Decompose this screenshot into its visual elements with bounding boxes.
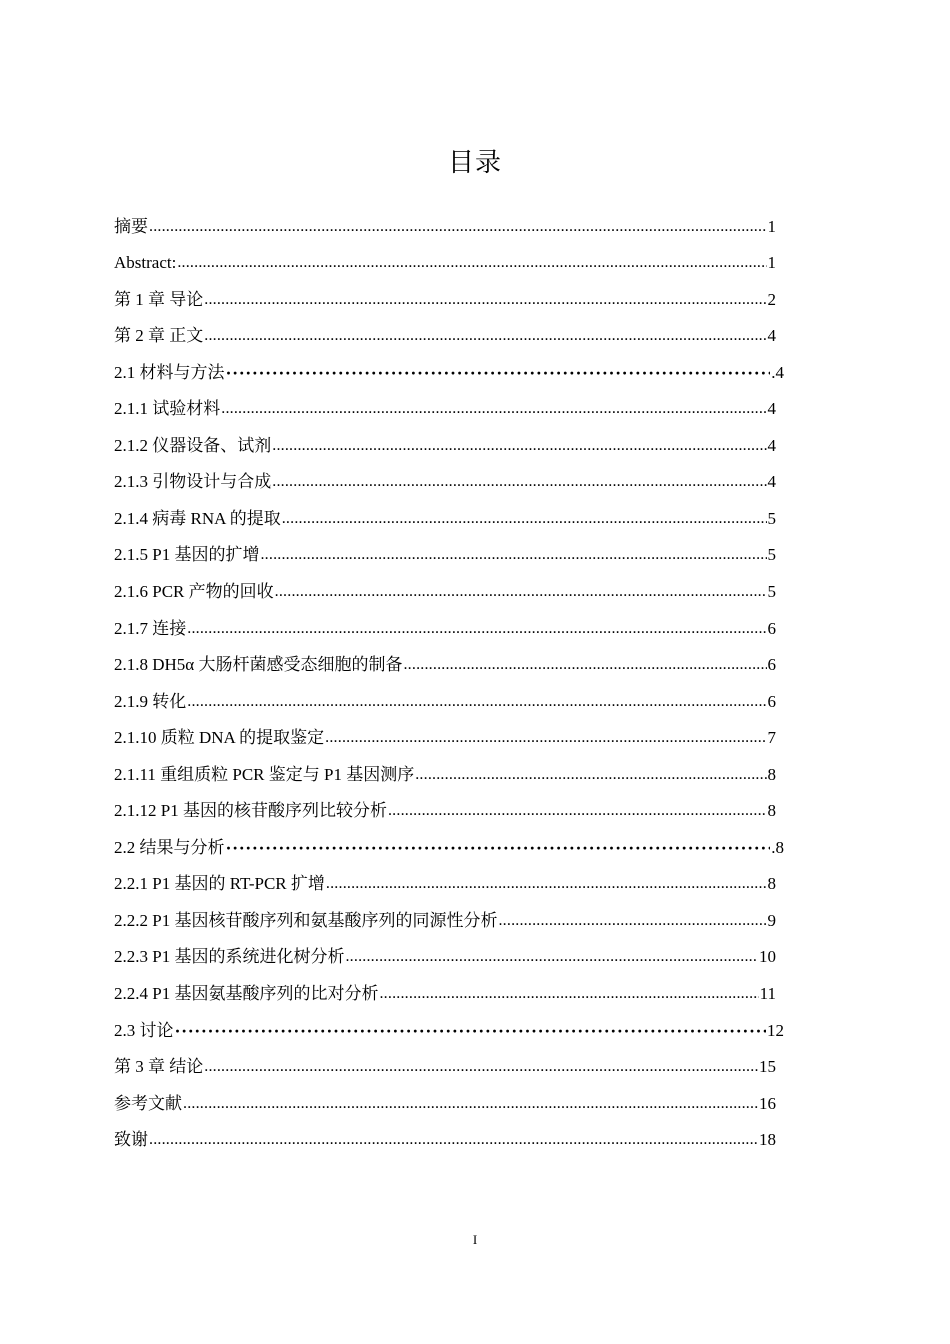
toc-entry-label: 第 3 章 结论 <box>114 1057 204 1077</box>
toc-entry-page: 11 <box>759 984 776 1004</box>
toc-entry-page: 4 <box>767 435 776 455</box>
toc-entry-label: 2.1.10 质粒 DNA 的提取鉴定 <box>114 728 325 748</box>
toc-entry-label: Abstract: <box>114 253 177 273</box>
toc-entry-page: 1 <box>767 216 776 236</box>
toc-dot-leader <box>204 282 766 318</box>
toc-dot-leader <box>275 574 767 610</box>
toc-entry-page: 16 <box>759 1093 776 1113</box>
toc-entry-page: 5 <box>767 582 776 602</box>
toc-entry-acknowledgements[interactable] <box>114 1122 776 1159</box>
toc-entry-chapter-3[interactable] <box>114 1049 776 1086</box>
toc-entry-abstract-cn[interactable] <box>114 208 776 245</box>
toc-dot-leader <box>272 464 766 500</box>
toc-entry-2-1[interactable] <box>114 354 784 391</box>
toc-entry-2-1-2[interactable] <box>114 427 776 464</box>
toc-entry-2-1-4[interactable] <box>114 500 776 537</box>
toc-dot-leader <box>204 318 766 354</box>
toc-entry-label: 2.2.4 P1 基因氨基酸序列的比对分析 <box>114 984 379 1004</box>
toc-entry-2-1-9[interactable] <box>114 683 776 720</box>
toc-entry-label: 2.3 讨论 <box>114 1020 174 1040</box>
toc-dot-leader <box>149 1122 758 1158</box>
toc-entry-label: 2.1.11 重组质粒 PCR 鉴定与 P1 基因测序 <box>114 764 415 784</box>
table-of-contents <box>114 208 784 1158</box>
toc-entry-2-1-6[interactable] <box>114 573 776 610</box>
toc-entry-page: 10 <box>759 947 776 967</box>
toc-dot-leader <box>187 684 766 720</box>
toc-dot-leader <box>183 1086 758 1122</box>
toc-entry-2-1-12[interactable] <box>114 793 776 830</box>
toc-entry-page: .8 <box>771 837 784 857</box>
toc-dot-leader <box>226 355 771 391</box>
toc-entry-page: .4 <box>771 362 784 382</box>
toc-entry-label: 2.1.9 转化 <box>114 691 187 711</box>
toc-entry-2-1-5[interactable] <box>114 537 776 574</box>
toc-dot-leader <box>221 391 766 427</box>
toc-entry-label: 2.2.1 P1 基因的 RT-PCR 扩增 <box>114 874 325 894</box>
toc-dot-leader <box>177 245 766 281</box>
toc-entry-chapter-1[interactable] <box>114 281 776 318</box>
toc-entry-chapter-2[interactable] <box>114 318 776 355</box>
toc-entry-page: 6 <box>767 655 776 675</box>
toc-entry-label: 摘要 <box>114 216 148 236</box>
toc-entry-label: 2.1.8 DH5α 大肠杆菌感受态细胞的制备 <box>114 655 403 675</box>
toc-dot-leader <box>260 537 766 573</box>
toc-entry-label: 2.1.7 连接 <box>114 618 187 638</box>
toc-entry-page: 4 <box>767 399 776 419</box>
toc-entry-2-1-3[interactable] <box>114 464 776 501</box>
toc-entry-abstract-en[interactable] <box>114 245 776 282</box>
toc-dot-leader <box>345 939 758 975</box>
toc-dot-leader <box>388 793 767 829</box>
toc-entry-label: 2.2 结果与分析 <box>114 837 225 857</box>
toc-entry-references[interactable] <box>114 1085 776 1122</box>
toc-entry-page: 5 <box>767 508 776 528</box>
toc-entry-label: 2.1.12 P1 基因的核苷酸序列比较分析 <box>114 801 387 821</box>
toc-dot-leader <box>204 1049 758 1085</box>
toc-entry-label: 2.1.3 引物设计与合成 <box>114 472 272 492</box>
toc-entry-page: 8 <box>767 764 776 784</box>
toc-entry-label: 2.2.3 P1 基因的系统进化树分析 <box>114 947 345 967</box>
toc-entry-page: 12 <box>767 1020 784 1040</box>
toc-entry-2-2-3[interactable] <box>114 939 776 976</box>
toc-dot-leader <box>282 501 767 537</box>
toc-entry-page: 8 <box>767 801 776 821</box>
toc-entry-page: 4 <box>767 326 776 346</box>
page-title: 目录 <box>447 148 502 178</box>
toc-entry-2-2-1[interactable] <box>114 866 776 903</box>
toc-entry-2-2-4[interactable] <box>114 975 776 1012</box>
toc-entry-label: 2.1.6 PCR 产物的回收 <box>114 582 274 602</box>
toc-entry-2-3[interactable] <box>114 1012 784 1049</box>
toc-entry-page: 7 <box>767 728 776 748</box>
toc-entry-label: 2.2.2 P1 基因核苷酸序列和氨基酸序列的同源性分析 <box>114 910 498 930</box>
toc-dot-leader <box>226 830 771 866</box>
toc-entry-2-1-10[interactable] <box>114 720 776 757</box>
toc-entry-2-2[interactable] <box>114 829 784 866</box>
toc-entry-page: 2 <box>767 289 776 309</box>
toc-entry-2-1-7[interactable] <box>114 610 776 647</box>
toc-entry-page: 4 <box>767 472 776 492</box>
toc-entry-label: 第 2 章 正文 <box>114 326 204 346</box>
toc-entry-label: 2.1.1 试验材料 <box>114 399 221 419</box>
toc-dot-leader <box>326 866 767 902</box>
toc-entry-2-1-8[interactable] <box>114 647 776 684</box>
toc-dot-leader <box>403 647 766 683</box>
toc-entry-page: 9 <box>767 910 776 930</box>
toc-entry-page: 15 <box>759 1057 776 1077</box>
toc-dot-leader <box>187 611 766 647</box>
toc-entry-page: 18 <box>759 1130 776 1150</box>
toc-entry-2-2-2[interactable] <box>114 902 776 939</box>
toc-dot-leader <box>175 1013 767 1049</box>
toc-entry-label: 2.1.2 仪器设备、试剂 <box>114 435 272 455</box>
toc-dot-leader <box>149 209 767 245</box>
toc-entry-label: 致谢 <box>114 1130 148 1150</box>
toc-entry-label: 2.1 材料与方法 <box>114 362 225 382</box>
toc-dot-leader <box>325 720 766 756</box>
toc-dot-leader <box>379 976 758 1012</box>
toc-entry-page: 5 <box>767 545 776 565</box>
toc-entry-page: 1 <box>767 253 776 273</box>
toc-entry-label: 2.1.4 病毒 RNA 的提取 <box>114 508 281 528</box>
toc-entry-page: 6 <box>767 618 776 638</box>
toc-dot-leader <box>272 428 766 464</box>
toc-dot-leader <box>415 757 766 793</box>
page-number: I <box>472 1232 478 1247</box>
toc-entry-page: 6 <box>767 691 776 711</box>
toc-dot-leader <box>498 903 766 939</box>
toc-entry-label: 参考文献 <box>114 1093 182 1113</box>
toc-entry-page: 8 <box>767 874 776 894</box>
toc-entry-label: 第 1 章 导论 <box>114 289 204 309</box>
toc-entry-label: 2.1.5 P1 基因的扩增 <box>114 545 260 565</box>
toc-entry-2-1-1[interactable] <box>114 391 776 428</box>
toc-entry-2-1-11[interactable] <box>114 756 776 793</box>
